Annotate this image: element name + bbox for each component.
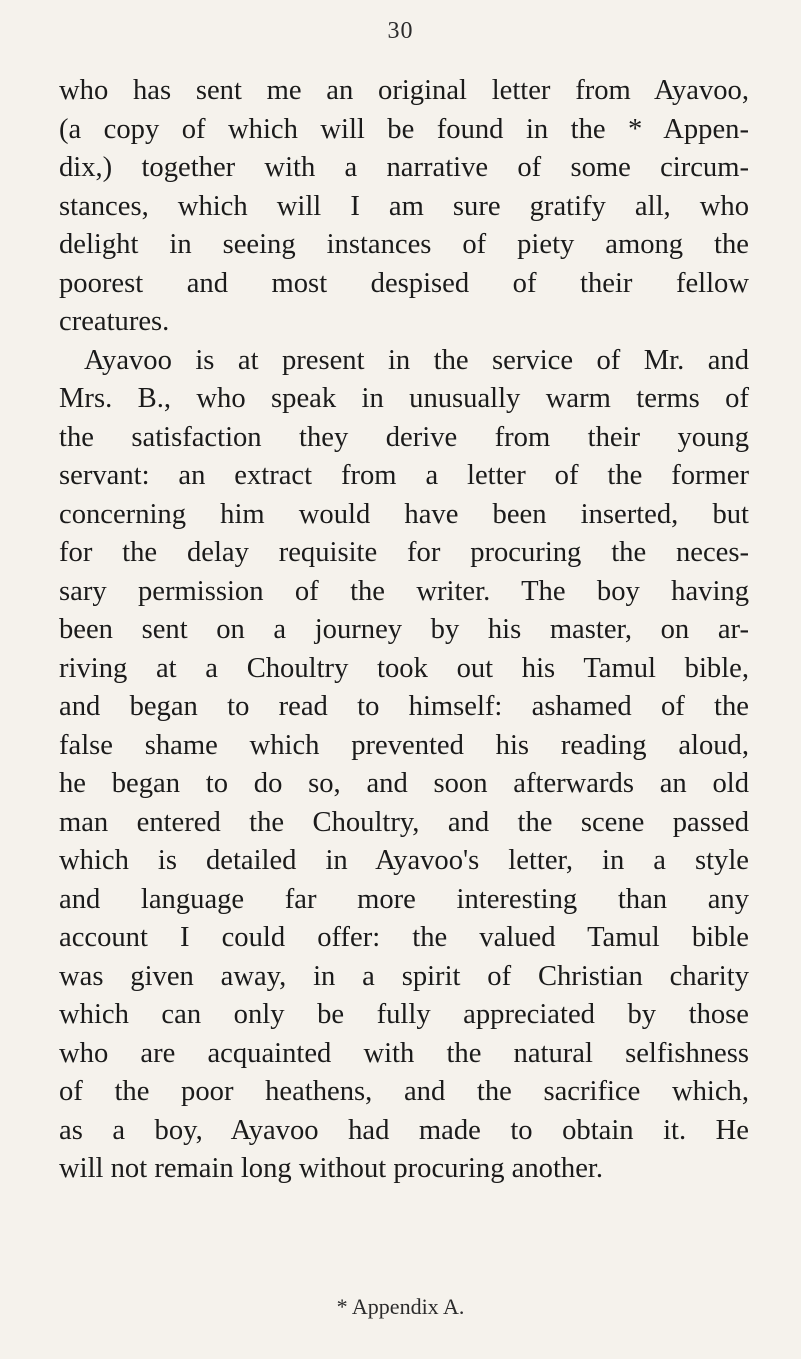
text-line: poorest and most despised of their fellow [59,267,749,299]
footnote: * Appendix A. [336,1294,465,1319]
text-line: sary permission of the writer. The boy having [59,575,749,607]
page-number: 30 [387,18,414,44]
text-line: and language far more interesting than any [59,883,749,915]
text-line: was given away, in a spirit of Christian charity [59,960,749,992]
text-line: (a copy of which will be found in the * Appen- [59,113,749,145]
text-line: dix,) together with a narrative of some circum- [59,152,749,183]
text-line: concerning him would have been inserted, but [59,498,749,530]
body-text [59,72,749,1189]
text-line: who are acquainted with the natural selfishness [59,1037,749,1069]
text-line: for the delay requisite for procuring the neces- [59,537,749,568]
text-line: Ayavoo is at present in the service of Mr. and [84,344,749,376]
text-line: of the poor heathens, and the sacrifice which, [59,1076,749,1107]
text-line: which is detailed in Ayavoo's letter, in a style [59,845,749,876]
text-line: man entered the Choultry, and the scene passed [59,806,749,838]
text-line: he began to do so, and soon afterwards an old [59,768,749,799]
text-line: the satisfaction they derive from their young [59,421,749,453]
text-line: account I could offer: the valued Tamul bible [59,922,749,953]
text-line: who has sent me an original letter from Ayavoo, [59,75,749,106]
text-line: riving at a Choultry took out his Tamul bible, [59,652,749,684]
text-line: creatures. [59,306,170,337]
text-line: been sent on a journey by his master, on ar- [59,614,749,645]
text-line: which can only be fully appreciated by those [59,999,749,1030]
text-line: will not remain long without procuring another. [59,1153,603,1184]
text-line: stances, which will I am sure gratify all, who [59,190,749,222]
text-line: false shame which prevented his reading aloud, [59,729,749,761]
text-line: delight in seeing instances of piety among the [59,229,749,260]
text-line: as a boy, Ayavoo had made to obtain it. He [59,1114,749,1146]
text-line: servant: an extract from a letter of the former [59,460,749,491]
text-line: and began to read to himself: ashamed of the [59,691,749,722]
text-line: Mrs. B., who speak in unusually warm terms of [59,383,749,414]
